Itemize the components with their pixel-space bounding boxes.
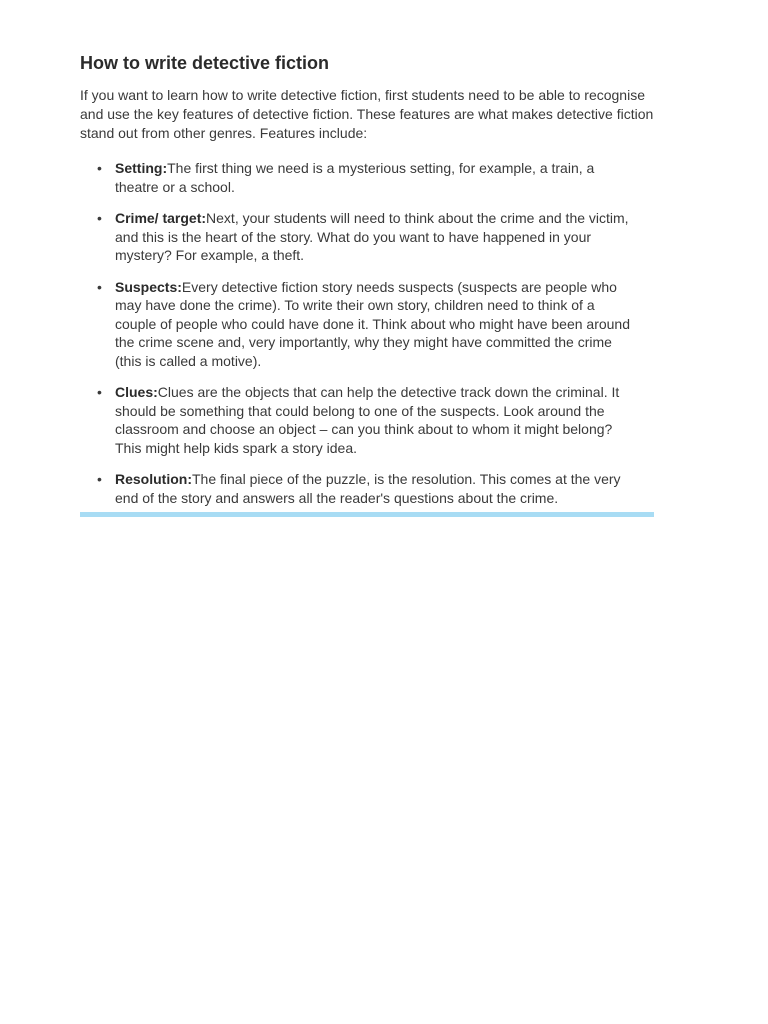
feature-description: Every detective fiction story needs suspects (suspects are people who may have done the crime). To write their own story, children need to think of a couple of people who could have done it. Think about who might have been around the crime scene and, very importantly, why they might have committed the crime (this is called a motive). — [115, 278, 630, 369]
feature-description: Next, your students will need to think about the crime and the victim, and this is the heart of the story. What do you want to have happened in your mystery? For example, a theft. — [115, 210, 629, 263]
features-list — [80, 159, 635, 507]
feature-term: Crime/ target: — [115, 210, 207, 226]
list-item-setting — [97, 159, 635, 196]
bullet-icon: • — [97, 160, 102, 176]
feature-description: The final piece of the puzzle, is the resolution. This comes at the very end of the story and answers all the reader's questions about the crime. — [115, 471, 621, 506]
page-title: How to write detective fiction — [80, 53, 330, 73]
feature-description: The first thing we need is a mysterious setting, for example, a train, a theatre or a school. — [115, 160, 595, 195]
bullet-icon: • — [97, 210, 102, 226]
feature-term: Resolution: — [115, 471, 192, 487]
bullet-icon: • — [97, 471, 102, 487]
list-item-crime-target — [97, 209, 635, 265]
bullet-icon: • — [97, 278, 102, 295]
intro-paragraph: If you want to learn how to write detective fiction, first students need to be able to recognise and use the key features of detective fiction. These features are what makes detective fiction stand out from other genres. Features include: — [80, 87, 654, 141]
feature-description: Clues are the objects that can help the detective track down the criminal. It should be something that could belong to one of the suspects. Look around the classroom and choose an object – can you think about to whom it might belong? This might help kids spark a story idea. — [115, 384, 620, 456]
feature-term: Clues: — [115, 384, 158, 400]
bullet-icon: • — [97, 384, 102, 400]
feature-term: Setting: — [115, 160, 168, 176]
list-item-clues — [97, 383, 635, 457]
feature-term: Suspects: — [115, 278, 182, 295]
section-divider — [80, 512, 654, 517]
list-item-resolution — [97, 470, 635, 507]
article — [80, 52, 680, 520]
list-item-suspects — [97, 278, 635, 371]
